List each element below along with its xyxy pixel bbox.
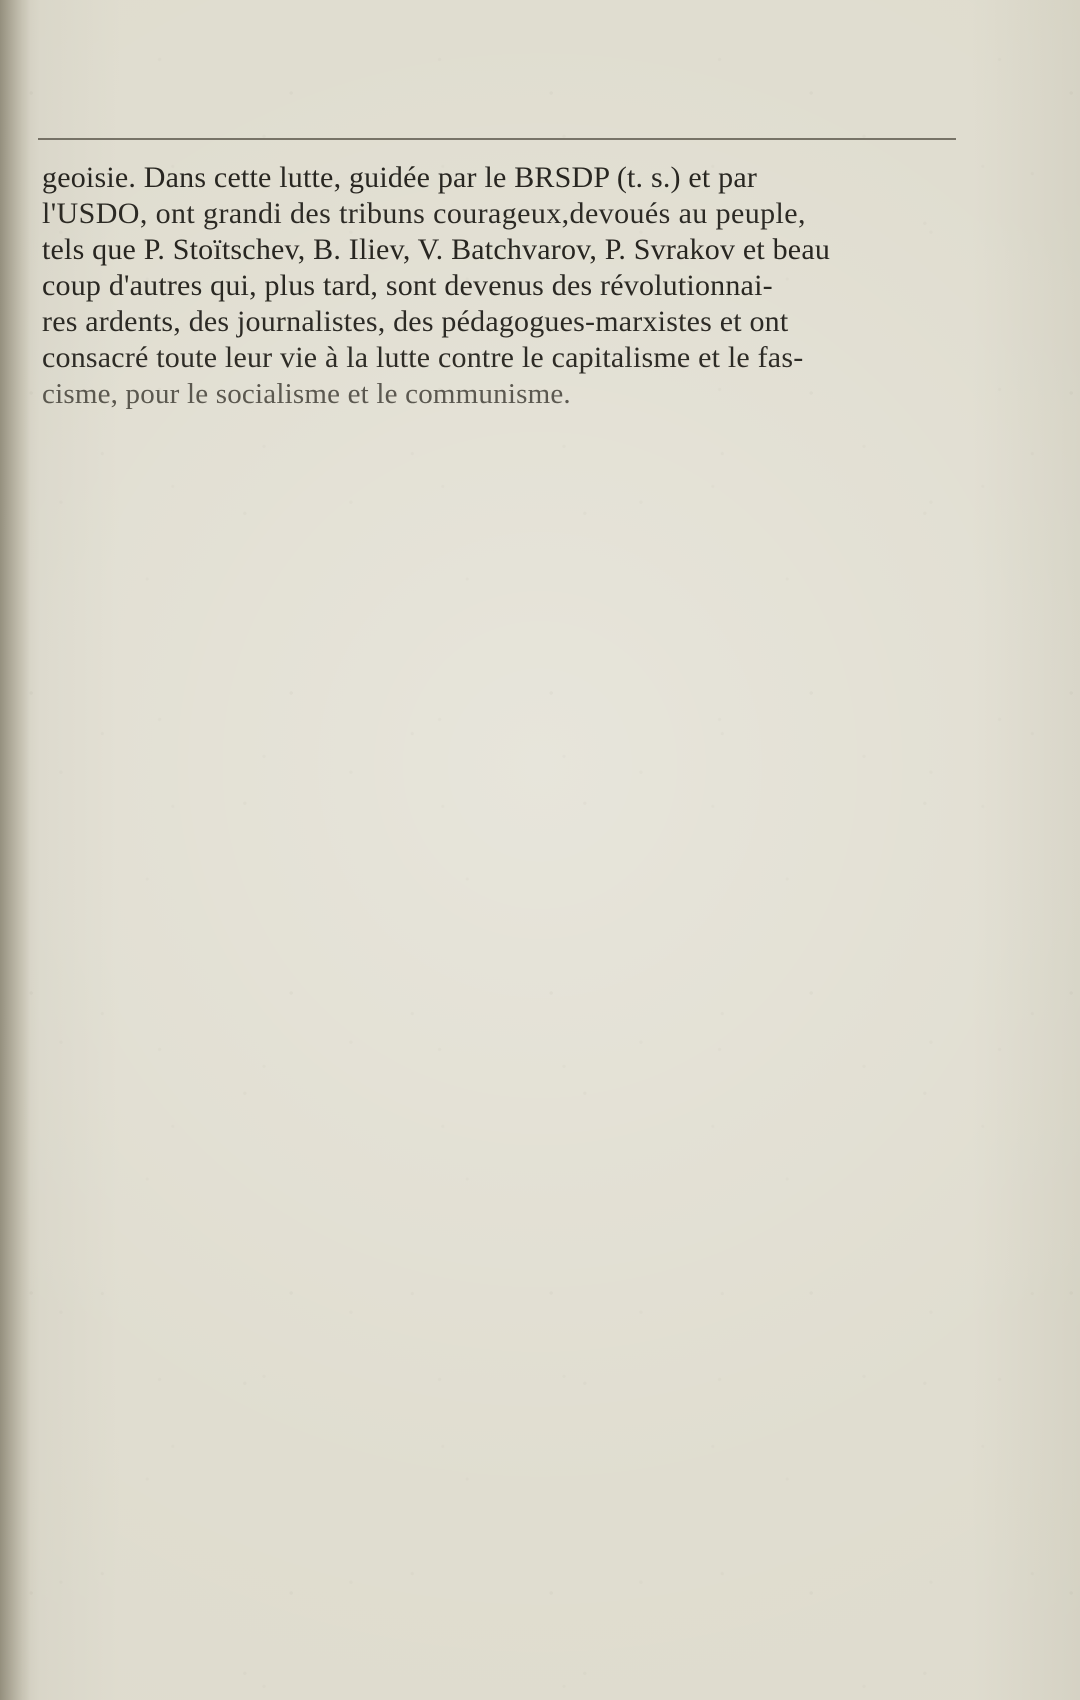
body-paragraph <box>42 160 954 412</box>
page-gutter-shadow <box>0 0 30 1700</box>
text-line: res ardents, des journalistes, des pédagogues-marxistes et ont <box>42 305 789 338</box>
text-line: coup d'autres qui, plus tard, sont devenus des révolutionnai- <box>42 269 773 302</box>
horizontal-rule <box>38 138 956 140</box>
text-line: tels que P. Stoïtschev, B. Iliev, V. Batchvarov, P. Svrakov et beau <box>42 233 831 266</box>
text-line: consacré toute leur vie à la lutte contre le capitalisme et le fas- <box>42 341 804 374</box>
text-line: l'USDO, ont grandi des tribuns courageux,devoués au peuple, <box>42 197 806 230</box>
text-line: geoisie. Dans cette lutte, guidée par le BRSDP (t. s.) et par <box>42 161 758 194</box>
text-line: cisme, pour le socialisme et le communisme. <box>42 378 571 410</box>
